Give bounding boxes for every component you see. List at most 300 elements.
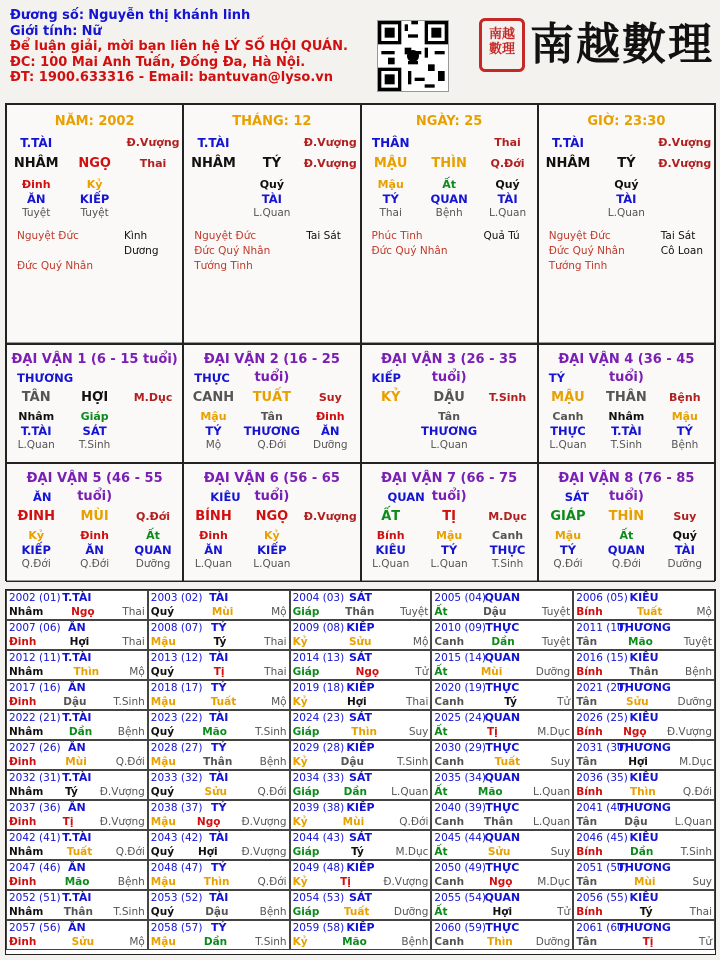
year-stem: Đinh xyxy=(9,876,37,888)
star-left: Đức Quý Nhân xyxy=(17,260,93,272)
year-cell[interactable] xyxy=(431,590,573,620)
year-god: SÁT xyxy=(348,831,373,844)
hidden-stem: Canh xyxy=(491,529,524,542)
owner-label: Đương số: xyxy=(10,8,85,23)
year-label: 2020 (19) xyxy=(434,682,487,694)
year-cell[interactable] xyxy=(573,860,715,890)
year-stem: Tân xyxy=(576,636,598,648)
star-left: Nguyệt Đức xyxy=(194,230,257,242)
dai-van-stem: BÍNH xyxy=(195,509,232,524)
pillar-god-left: T.TÀI xyxy=(551,136,584,150)
dai-van-stem-branch-row xyxy=(184,509,359,525)
year-stage: Mộ xyxy=(271,606,287,618)
dai-van-stem: KỶ xyxy=(380,390,401,405)
dai-van-stem: ẤT xyxy=(381,509,401,524)
year-stem: Giáp xyxy=(292,726,320,738)
hidden-stage: L.Quan xyxy=(430,558,468,570)
year-cell[interactable] xyxy=(431,770,573,800)
year-cell[interactable] xyxy=(148,920,290,950)
year-cell[interactable] xyxy=(290,860,432,890)
dai-van-hidden-god-row xyxy=(539,543,714,557)
year-stem: Quý xyxy=(150,726,175,738)
year-stem: Bính xyxy=(576,726,603,738)
hidden-stem: Ất xyxy=(146,529,160,542)
year-cell[interactable] xyxy=(6,890,148,920)
year-cell[interactable] xyxy=(290,740,432,770)
year-cell[interactable] xyxy=(290,680,432,710)
year-branch: Sửu xyxy=(626,696,649,708)
year-god: TÝ xyxy=(210,621,227,634)
year-branch: Tý xyxy=(213,636,227,648)
spacer xyxy=(597,136,655,150)
hidden-stage xyxy=(301,557,359,571)
dai-van-stage: Bệnh xyxy=(669,391,701,404)
year-cell[interactable] xyxy=(6,710,148,740)
year-cell[interactable] xyxy=(431,860,573,890)
hidden-stage xyxy=(539,206,597,220)
year-stem: Mậu xyxy=(150,936,176,948)
dai-van-title: ĐẠI VẬN 2 (16 - 25 tuổi) xyxy=(203,352,340,385)
year-god: KIÊU xyxy=(629,831,659,844)
year-bottom-row xyxy=(576,905,712,919)
year-cell[interactable] xyxy=(431,710,573,740)
year-stem: Bính xyxy=(576,846,603,858)
year-label: 2017 (16) xyxy=(9,682,61,694)
year-god: TÝ xyxy=(210,921,227,934)
year-label: 2045 (44) xyxy=(434,832,487,844)
year-cell[interactable] xyxy=(431,680,573,710)
year-stage: L.Quan xyxy=(674,816,712,828)
hidden-stem xyxy=(124,178,182,192)
hidden-stem: Ất xyxy=(619,529,634,542)
year-stem: Quý xyxy=(150,846,175,858)
year-god: QUAN xyxy=(484,771,521,784)
year-branch: Dần xyxy=(343,786,367,798)
year-cell[interactable] xyxy=(148,770,290,800)
year-cell[interactable] xyxy=(431,740,573,770)
year-label: 2054 (53) xyxy=(292,892,345,904)
year-label: 2046 (45) xyxy=(576,832,628,844)
year-stage: Q.Đới xyxy=(115,756,145,768)
hidden-god-row xyxy=(362,192,537,206)
year-label: 2021 (20) xyxy=(576,682,628,694)
pillar-stem-branch-row xyxy=(539,156,714,172)
year-cell[interactable] xyxy=(148,800,290,830)
hidden-stem: Đinh xyxy=(21,178,51,191)
year-cell[interactable] xyxy=(431,620,573,650)
year-cell[interactable] xyxy=(6,590,148,620)
year-stage: Dưỡng xyxy=(535,936,571,948)
year-stem: Giáp xyxy=(292,606,320,618)
year-cell[interactable] xyxy=(6,620,148,650)
dai-van-stem-branch-row xyxy=(7,390,182,406)
year-stage: M.Dục xyxy=(395,846,429,858)
year-stem: Đinh xyxy=(9,636,37,648)
year-stem: Kỷ xyxy=(292,876,308,888)
year-cell[interactable] xyxy=(290,830,432,860)
year-stem: Nhâm xyxy=(9,726,44,738)
year-branch: Mùi xyxy=(211,606,234,618)
year-god: TÀI xyxy=(209,711,229,724)
pillar-stem-branch-row xyxy=(362,156,537,172)
year-branch: Mão xyxy=(477,786,503,798)
year-label: 2028 (27) xyxy=(150,742,203,754)
year-cell[interactable] xyxy=(290,620,432,650)
year-stem: Tân xyxy=(576,756,598,768)
hidden-god-row xyxy=(184,192,359,206)
year-cell[interactable] xyxy=(6,800,148,830)
year-cell[interactable] xyxy=(573,920,715,950)
dai-van-stem: MẬU xyxy=(551,390,585,405)
year-branch: Tuất xyxy=(636,606,663,618)
dai-van-stage: Đ.Vượng xyxy=(303,510,357,523)
year-stage: Bệnh xyxy=(117,876,145,888)
year-stage: Mộ xyxy=(696,606,712,618)
year-label: 2037 (36) xyxy=(9,802,61,814)
year-label: 2013 (12) xyxy=(150,652,203,664)
year-bottom-row xyxy=(576,845,712,859)
dai-van-branch: TUẤT xyxy=(252,390,292,405)
hidden-stage: Tuyệt xyxy=(22,207,51,219)
year-label: 2055 (54) xyxy=(434,892,487,904)
hidden-stage: T.Sinh xyxy=(491,558,524,570)
year-bottom-row xyxy=(151,695,287,709)
year-bottom-row xyxy=(576,695,712,709)
hidden-god: SÁT xyxy=(82,424,107,438)
spacer xyxy=(243,136,301,150)
year-branch: Dậu xyxy=(63,696,87,708)
hidden-stem: Kỷ xyxy=(28,529,45,542)
star-left: Tướng Tinh xyxy=(548,260,608,272)
hidden-god: QUAN xyxy=(430,192,468,206)
year-stem: Giáp xyxy=(292,666,320,678)
year-stage: Đ.Vượng xyxy=(241,846,287,858)
star-right: Kình Dương xyxy=(124,230,159,257)
year-cell[interactable] xyxy=(148,620,290,650)
year-stage: T.Sinh xyxy=(113,906,145,918)
hidden-stem: Quý xyxy=(672,529,697,542)
year-bottom-row xyxy=(434,935,570,949)
spacer xyxy=(65,136,123,150)
year-bottom-row xyxy=(151,875,287,889)
year-bottom-row xyxy=(293,665,429,679)
year-bottom-row xyxy=(576,725,712,739)
year-stage: Tử xyxy=(698,936,712,948)
hidden-stage xyxy=(124,206,182,220)
year-god: KIÊU xyxy=(629,591,659,604)
year-branch: Tý xyxy=(639,906,653,918)
year-label: 2008 (07) xyxy=(150,622,203,634)
hidden-stem-row xyxy=(184,178,359,192)
hidden-stem-row xyxy=(362,178,537,192)
year-stage: T.Sinh xyxy=(255,726,287,738)
year-branch: Dậu xyxy=(340,756,364,768)
year-bottom-row xyxy=(576,935,712,949)
dai-van-god: THƯƠNG xyxy=(17,371,74,385)
year-bottom-row xyxy=(9,815,145,829)
star-row xyxy=(549,244,714,259)
year-god: QUAN xyxy=(484,711,521,724)
year-stem: Mậu xyxy=(150,876,176,888)
dai-van-cell[interactable] xyxy=(361,344,538,463)
year-cell[interactable] xyxy=(148,650,290,680)
year-cell[interactable] xyxy=(431,830,573,860)
hidden-god: ĂN xyxy=(26,192,46,206)
year-cell[interactable] xyxy=(290,650,432,680)
year-stage: Đ.Vượng xyxy=(99,786,145,798)
year-label: 2043 (42) xyxy=(150,832,203,844)
year-stage: L.Quan xyxy=(391,786,429,798)
hidden-god xyxy=(184,192,242,206)
year-bottom-row xyxy=(151,785,287,799)
dai-van-cell[interactable] xyxy=(538,344,715,463)
year-branch: Dần xyxy=(203,936,228,948)
hidden-stem: Nhâm xyxy=(18,410,55,423)
year-god: T.TÀI xyxy=(62,591,92,604)
year-cell[interactable] xyxy=(148,860,290,890)
dai-van-branch: TỊ xyxy=(442,509,456,524)
year-label: 2012 (11) xyxy=(9,652,61,664)
year-cell[interactable] xyxy=(6,650,148,680)
dai-van-cell[interactable] xyxy=(6,344,183,463)
year-stage: Dưỡng xyxy=(677,696,712,708)
heavenly-stem: NHÂM xyxy=(13,156,59,171)
hidden-god xyxy=(124,424,182,438)
hidden-god: TÀI xyxy=(261,192,282,206)
year-stage: Bệnh xyxy=(117,726,145,738)
year-branch: Tý xyxy=(351,846,364,858)
year-label: 2041 (40) xyxy=(576,802,628,814)
dai-van-cell[interactable] xyxy=(6,463,183,582)
dai-van-title: ĐẠI VẬN 6 (56 - 65 tuổi) xyxy=(203,471,340,504)
year-stage: Tử xyxy=(415,666,429,678)
year-cell[interactable] xyxy=(148,830,290,860)
star-row xyxy=(372,244,537,259)
year-stage: Q.Đới xyxy=(682,786,712,798)
dai-van-cell[interactable] xyxy=(183,344,360,463)
year-bottom-row xyxy=(293,785,429,799)
gender-value: Nữ xyxy=(81,23,102,39)
pillar-cell xyxy=(6,104,183,344)
hidden-stem: Kỷ xyxy=(86,178,103,191)
year-stem: Ất xyxy=(434,906,448,918)
year-stem: Đinh xyxy=(9,696,37,708)
hidden-stage: L.Quan xyxy=(488,207,527,219)
hidden-stem xyxy=(656,178,714,192)
red-seal-stamp xyxy=(479,18,525,72)
hidden-god xyxy=(362,424,420,438)
year-branch: Thìn xyxy=(487,936,513,948)
year-stage: L.Quan xyxy=(532,786,571,798)
year-cell[interactable] xyxy=(290,800,432,830)
year-cell[interactable] xyxy=(148,890,290,920)
dai-van-hidden-stage-row xyxy=(539,557,714,571)
year-god: TÝ xyxy=(210,861,227,874)
qr-code[interactable] xyxy=(377,20,449,92)
hidden-stage xyxy=(478,438,536,452)
hidden-stage: Dưỡng xyxy=(667,558,703,570)
year-branch: Mùi xyxy=(634,876,656,888)
dai-van-title: ĐẠI VẬN 8 (76 - 85 tuổi) xyxy=(558,471,695,504)
hidden-god: TÝ xyxy=(205,424,222,438)
year-branch: Tuất xyxy=(210,696,237,708)
year-god: T.TÀI xyxy=(62,651,92,664)
year-god: THƯƠNG xyxy=(617,861,671,874)
hidden-god: KIẾP xyxy=(257,543,287,557)
year-branch: Thìn xyxy=(629,786,656,798)
year-bottom-row xyxy=(293,695,429,709)
year-stage: Q.Đới xyxy=(257,876,287,888)
dai-van-title: ĐẠI VẬN 7 (66 - 75 tuổi) xyxy=(381,471,518,504)
dai-van-hidden-stage-row xyxy=(362,438,537,452)
dai-van-hidden-stem-row xyxy=(362,529,537,543)
year-cell[interactable] xyxy=(6,680,148,710)
hidden-stem: Canh xyxy=(552,410,584,423)
dai-van-cell[interactable] xyxy=(361,463,538,582)
year-cell[interactable] xyxy=(573,830,715,860)
year-bottom-row xyxy=(9,725,145,739)
year-cell[interactable] xyxy=(148,680,290,710)
dai-van-branch: MÙI xyxy=(80,509,109,524)
year-cell[interactable] xyxy=(148,590,290,620)
year-label: 2059 (58) xyxy=(292,922,345,934)
year-cell[interactable] xyxy=(6,740,148,770)
year-stage: T.Sinh xyxy=(396,756,429,768)
year-cell[interactable] xyxy=(290,920,432,950)
hidden-stem xyxy=(124,410,182,424)
pillar-stem-branch-row xyxy=(7,156,182,172)
hidden-stage-row xyxy=(184,206,359,220)
year-branch: Thìn xyxy=(73,666,100,678)
year-cell[interactable] xyxy=(431,920,573,950)
dai-van-stage: Q.Đới xyxy=(136,510,171,523)
year-god: ĂN xyxy=(68,681,86,694)
contact-line: Để luận giải, mời bạn liên hệ LÝ SỐ HỘI QUÁN. xyxy=(10,39,348,54)
year-cell[interactable] xyxy=(290,770,432,800)
year-cell[interactable] xyxy=(148,740,290,770)
hidden-stem xyxy=(301,178,359,192)
spacer xyxy=(420,136,478,150)
year-cell[interactable] xyxy=(573,710,715,740)
year-cell[interactable] xyxy=(290,710,432,740)
year-cell[interactable] xyxy=(573,650,715,680)
dai-van-branch: NGỌ xyxy=(255,509,289,524)
hidden-god: QUAN xyxy=(134,543,172,557)
hidden-god: KIẾP xyxy=(79,192,110,206)
year-cell[interactable] xyxy=(6,920,148,950)
year-branch: Ngọ xyxy=(71,606,95,618)
dai-van-cell[interactable] xyxy=(183,463,360,582)
year-stage: Q.Đới xyxy=(115,846,145,858)
dai-van-god: ĂN xyxy=(33,490,52,504)
year-cell[interactable] xyxy=(6,860,148,890)
year-stem: Quý xyxy=(150,606,175,618)
year-cell[interactable] xyxy=(573,590,715,620)
dai-van-god: THỰC xyxy=(194,371,230,385)
year-bottom-row xyxy=(151,755,287,769)
year-stage: Thai xyxy=(122,606,145,618)
year-branch: Mão xyxy=(64,876,90,888)
year-cell[interactable] xyxy=(573,620,715,650)
four-pillars-grid xyxy=(5,103,716,343)
year-label: 2029 (28) xyxy=(292,742,345,754)
year-god: T.TÀI xyxy=(62,891,92,904)
year-label: 2053 (52) xyxy=(150,892,203,904)
dai-van-cell[interactable] xyxy=(538,463,715,582)
dai-van-hidden-god-row xyxy=(362,543,537,557)
year-label: 2061 (60) xyxy=(576,922,628,934)
hidden-god: THỰC xyxy=(489,543,526,557)
pillar-stem-branch-row xyxy=(184,156,359,172)
year-stem: Nhâm xyxy=(9,786,44,798)
year-bottom-row xyxy=(293,905,429,919)
year-god: TÝ xyxy=(210,681,227,694)
pillar-god-left: T.TÀI xyxy=(197,136,230,150)
pillar-stage: Đ.Vượng xyxy=(303,157,357,170)
year-cell[interactable] xyxy=(6,830,148,860)
year-god: THƯƠNG xyxy=(617,741,671,754)
year-branch: Thân xyxy=(629,666,659,678)
hidden-stem xyxy=(362,410,420,424)
year-cell[interactable] xyxy=(573,800,715,830)
hidden-god: TÝ xyxy=(559,543,577,557)
year-bottom-row xyxy=(434,725,570,739)
year-label: 2007 (06) xyxy=(9,622,61,634)
year-cell[interactable] xyxy=(573,680,715,710)
year-cell[interactable] xyxy=(6,770,148,800)
year-stage: Thai xyxy=(264,666,287,678)
hidden-stem xyxy=(478,410,536,424)
year-bottom-row xyxy=(576,635,712,649)
year-cell[interactable] xyxy=(573,890,715,920)
year-god: THỰC xyxy=(485,741,520,754)
year-cell[interactable] xyxy=(148,710,290,740)
year-cell[interactable] xyxy=(431,800,573,830)
hidden-stem: Tân xyxy=(260,410,283,423)
year-cell[interactable] xyxy=(573,770,715,800)
year-god: SÁT xyxy=(348,711,373,724)
gender-label: Giới tính: xyxy=(10,23,78,39)
year-stage: Tuyệt xyxy=(541,636,571,648)
year-god: THỰC xyxy=(485,861,520,874)
year-god: SÁT xyxy=(348,651,373,664)
year-god: ĂN xyxy=(68,921,86,934)
year-god: T.TÀI xyxy=(62,831,92,844)
year-stage: Tuyệt xyxy=(541,606,571,618)
year-stem: Đinh xyxy=(9,756,37,768)
hidden-stem: Quý xyxy=(259,178,285,191)
hidden-stage xyxy=(656,206,714,220)
year-cell[interactable] xyxy=(290,890,432,920)
hidden-stem xyxy=(539,178,597,192)
year-cell[interactable] xyxy=(431,650,573,680)
pillar-stage: Q.Đới xyxy=(490,157,525,170)
year-stage: Q.Đới xyxy=(399,816,429,828)
year-label: 2025 (24) xyxy=(434,712,487,724)
year-stem: Ất xyxy=(434,726,448,738)
year-god: THỰC xyxy=(485,621,520,634)
hidden-stage: Q.Đới xyxy=(611,558,641,570)
year-stem: Bính xyxy=(576,906,603,918)
year-branch: Ngọ xyxy=(355,666,380,678)
year-cell[interactable] xyxy=(431,890,573,920)
year-god: THƯƠNG xyxy=(617,621,671,634)
year-cell[interactable] xyxy=(290,590,432,620)
year-cell[interactable] xyxy=(573,740,715,770)
year-branch: Hợi xyxy=(628,756,648,768)
year-god: THỰC xyxy=(485,921,520,934)
year-label: 2023 (22) xyxy=(150,712,203,724)
